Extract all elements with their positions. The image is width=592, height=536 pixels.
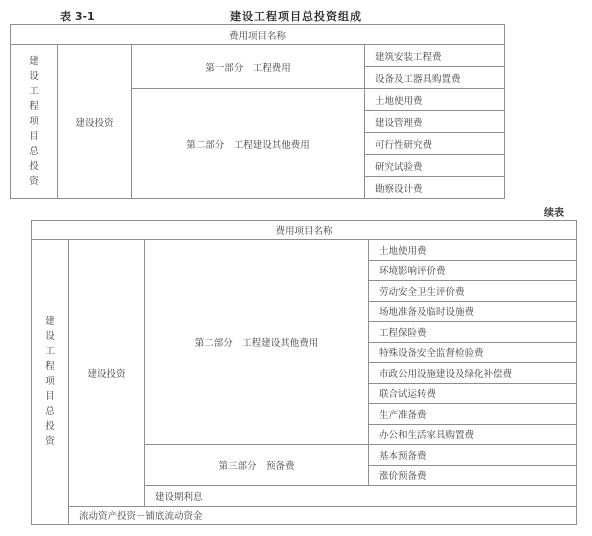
cost-item: 工程保险费	[369, 322, 577, 343]
cost-item: 基本预备费	[369, 445, 577, 466]
cost-item: 生产准备费	[369, 404, 577, 425]
table-header-row	[11, 25, 505, 45]
cost-item: 土地使用费	[365, 89, 505, 111]
table-number: 表 3-1	[60, 10, 95, 23]
cost-item: 可行性研究费	[365, 133, 505, 155]
group-vertical-label-2: 建 设 工 程 项 目 总 投 资	[32, 240, 69, 525]
table-header-row	[32, 221, 577, 240]
header-cell: 费用项目名称	[11, 25, 505, 45]
investment-table-part1	[10, 24, 505, 199]
investment-cell: 建设投资	[58, 45, 132, 199]
header-cell: 费用项目名称	[32, 221, 577, 240]
investment-table-part2	[31, 220, 577, 525]
cost-item: 土地使用费	[369, 240, 577, 261]
group-vertical-label: 建 设 工 程 项 目 总 投 资	[11, 45, 58, 199]
cost-item: 研究试验费	[365, 155, 505, 177]
cost-item: 建筑安装工程费	[365, 45, 505, 67]
cost-item: 劳动安全卫生评价费	[369, 281, 577, 302]
part2-cell: 第二部分 工程建设其他费用	[145, 240, 369, 445]
cost-item: 勘察设计费	[365, 177, 505, 199]
cost-item: 涨价预备费	[369, 465, 577, 486]
cost-item: 设备及工器具购置费	[365, 67, 505, 89]
cost-item: 场地准备及临时设施费	[369, 301, 577, 322]
interest-cell: 建设期利息	[145, 486, 577, 507]
investment-cell: 建设投资	[69, 240, 145, 507]
cost-item: 市政公用设施建设及绿化补偿费	[369, 363, 577, 384]
cost-item: 特殊设备安全监督检验费	[369, 342, 577, 363]
table-row	[32, 506, 577, 524]
cost-item: 联合试运转费	[369, 383, 577, 404]
table-row	[11, 45, 505, 67]
part1-cell: 第一部分 工程费用	[132, 45, 365, 89]
cost-item: 环境影响评价费	[369, 260, 577, 281]
cost-item: 办公和生活家具购置费	[369, 424, 577, 445]
part2-cell: 第二部分 工程建设其他费用	[132, 89, 365, 199]
part3-cell: 第三部分 预备费	[145, 445, 369, 486]
table-title: 建设工程项目总投资组成	[230, 10, 362, 23]
table-row	[32, 240, 577, 261]
working-capital-cell: 流动资产投资－铺底流动资金	[69, 506, 577, 524]
continued-label: 续表	[544, 208, 564, 219]
cost-item: 建设管理费	[365, 111, 505, 133]
